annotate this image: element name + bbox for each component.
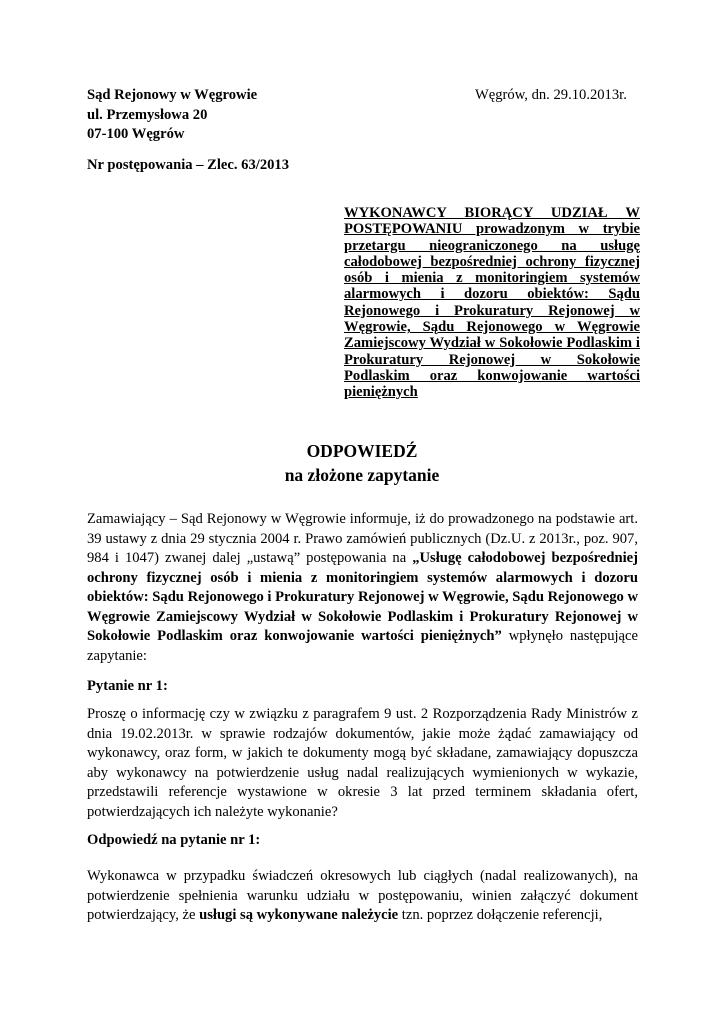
- intro-paragraph: [87, 510, 638, 666]
- recipient-block: WYKONAWCY BIORĄCY UDZIAŁ W POSTĘPOWANIU prowadzonym w trybie przetargu nieograniczonego na usługę całodobowej bezpośredniej ochrony fizycznej osób i mienia z monitoringiem systemów alarmowych i dozoru obiektów: Sądu Rejonowego i Prokuratury Rejonowej w Węgrowie, Sądu Rejonowego w Węgrowie Zamiejscowy Wydział w Sokołowie Podlaskim i Prokuratury Rejonowej w Sokołowie Podlaskim oraz konwojowanie wartości pieniężnych: [344, 205, 640, 401]
- answer-1-text: Wykonawca w przypadku świadczeń okresowych lub ciągłych (nadal realizowanych), na potwierdzenie spełnienia warunku udziału w postępowaniu, winien załączyć dokument potwierdzający, że: [87, 868, 638, 923]
- answer-1-tail: tzn. poprzez dołączenie referencji,: [398, 907, 603, 923]
- sender-postal: 07-100 Węgrów: [87, 126, 185, 142]
- intro-tail: wpłynęło następujące zapytanie:: [87, 628, 638, 664]
- document-title: [87, 439, 637, 487]
- place-date: Węgrów, dn. 29.10.2013r.: [475, 87, 627, 103]
- question-1-text: Proszę o informację czy w związku z paragrafem 9 ust. 2 Rozporządzenia Rady Ministrów z dnia 19.02.2013r. w sprawie rodzajów dokumentów, jakie może żądać zamawiający od wykonawcy, oraz form, w jakich te dokumenty mogą być składane, zamawiający dopuszcza aby wykonawcy na potwierdzenie usług nadal realizujących wymienionych w wykazie, przedstawili referencje wystawione w okresie 3 lat przed terminem składania ofert, potwierdzających ich należyte wykonanie?: [87, 706, 638, 820]
- title-sub: na złożone zapytanie: [284, 465, 440, 485]
- sender-address: [87, 86, 257, 145]
- case-number: Nr postępowania – Zlec. 63/2013: [87, 157, 290, 173]
- intro-text: Zamawiający – Sąd Rejonowy w Węgrowie informuje, iż do prowadzonego na podstawie art. 39 ustawy z dnia 29 stycznia 2004 r. Prawo zamówień publicznych (Dz.U. z 2013r., poz. 907, 984 i 1047) zwanej dalej „ustawą” postępowania na: [87, 511, 638, 566]
- answer-1-emphasis: usługi są wykonywane należycie: [199, 907, 399, 923]
- sender-street: ul. Przemysłowa 20: [87, 106, 208, 123]
- question-1-heading: Pytanie nr 1:: [87, 678, 168, 694]
- intro-subject: „Usługę całodobowej bezpośredniej ochrony fizycznej osób i mienia z monitoringiem systemów alarmowych i dozoru obiektów: Sądu Rejonowego i Prokuratury Rejonowej w Węgrowie, Sądu Rejonowego w Węgrowie Zamiejscowy Wydział w Sokołowie Podlaskim i Prokuratury Rejonowej w Sokołowie Podlaskim oraz konwojowanie wartości pieniężnych”: [87, 550, 638, 644]
- sender-name: Sąd Rejonowy w Węgrowie: [87, 87, 258, 103]
- title-main: ODPOWIEDŹ: [306, 441, 418, 461]
- answer-1-paragraph: [87, 867, 638, 926]
- answer-1-heading: Odpowiedź na pytanie nr 1:: [87, 832, 261, 848]
